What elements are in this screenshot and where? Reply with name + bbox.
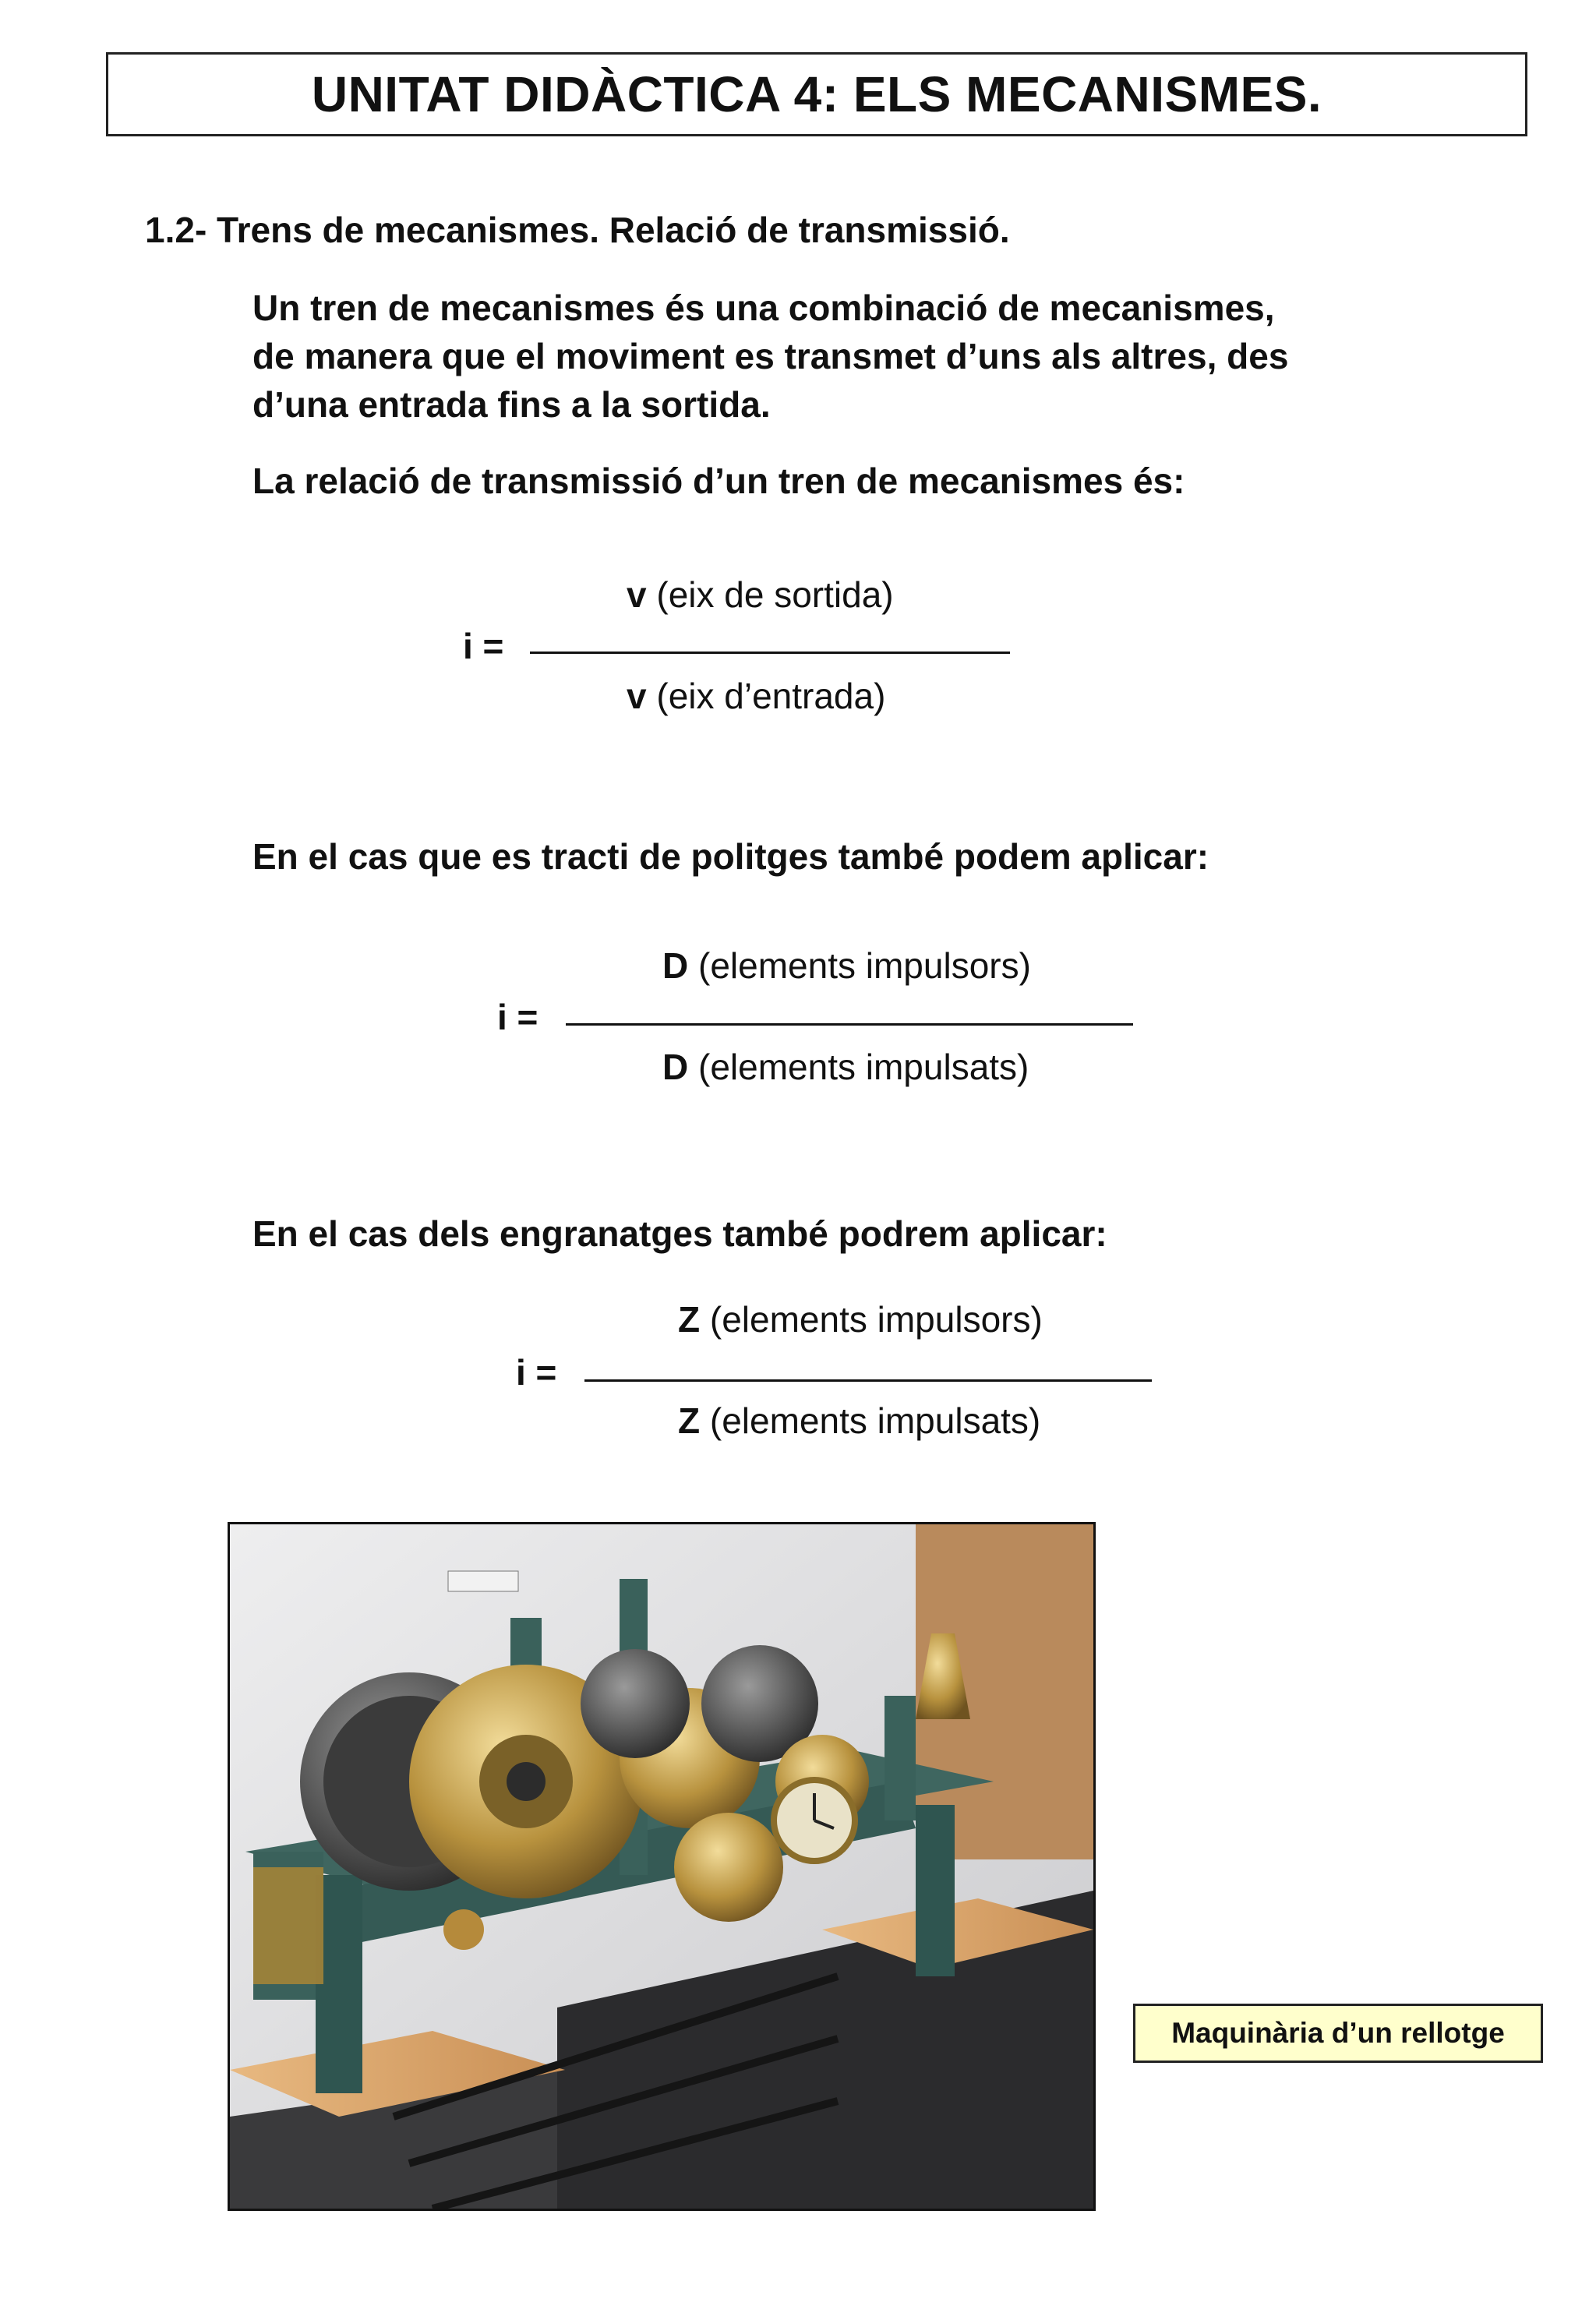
photo-caption-box [1133,2004,1543,2063]
formula-gears-denominator: Z (elements impulsats) [678,1400,1041,1441]
pulleys-intro: En el cas que es tracti de politges també podem aplicar: [252,836,1209,877]
formula-speed-lhs: i = [463,626,504,666]
definition-paragraph [252,284,1288,429]
formula-pulleys-lhs: i = [497,997,538,1037]
definition-line-1: Un tren de mecanismes és una combinació de mecanismes, [252,288,1275,328]
page-title: UNITAT DIDÀCTICA 4: ELS MECANISMES. [311,66,1322,122]
definition-line-3: d’una entrada fins a la sortida. [252,384,771,425]
formula-speed-fraction-bar [530,652,1010,654]
formula-pulleys-numerator: D (elements impulsors) [662,945,1031,986]
gears-intro: En el cas dels engranatges també podrem aplicar: [252,1213,1107,1254]
formula-gears-fraction-bar [584,1379,1152,1382]
formula-pulleys-denominator: D (elements impulsats) [662,1047,1029,1087]
formula-speed-denominator: v (eix d’entrada) [627,676,886,716]
photo-caption: Maquinària d’un rellotge [1171,2017,1505,2049]
transmission-intro: La relació de transmissió d’un tren de mecanismes és: [252,461,1185,501]
formula-pulleys-fraction-bar [566,1023,1133,1026]
page-title-box [106,52,1527,136]
definition-line-2: de manera que el moviment es transmet d’uns als altres, des [252,336,1289,376]
formula-speed-numerator: v (eix de sortida) [627,574,894,615]
section-heading: 1.2- Trens de mecanismes. Relació de transmissió. [145,210,1010,250]
formula-gears-lhs: i = [516,1352,557,1393]
clock-mechanism-photo [228,1522,1096,2211]
formula-gears-numerator: Z (elements impulsors) [678,1299,1043,1340]
